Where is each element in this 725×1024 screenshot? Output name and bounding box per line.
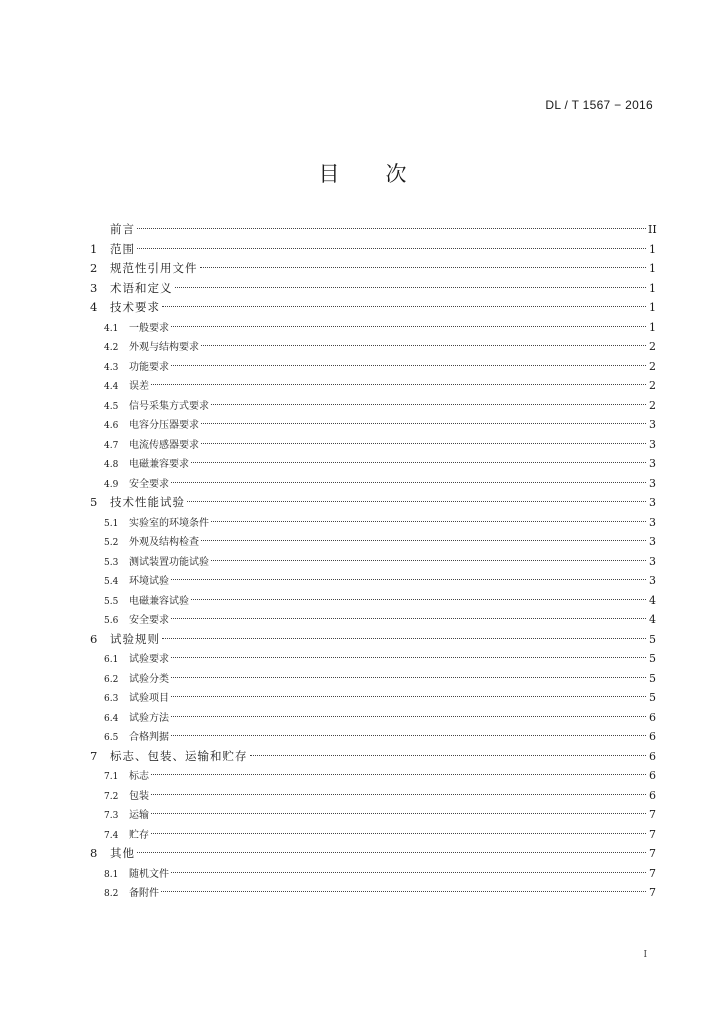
toc-entry-page: 1 [649,262,656,275]
toc-entry-label: 一般要求 [129,322,169,334]
toc-dot-leader [151,794,646,795]
toc-entry-page: 2 [649,379,656,392]
toc-dot-leader [171,677,646,678]
toc-entry-number: 3 [90,280,98,295]
toc-entry-label: 合格判据 [129,732,169,743]
toc-entry-page: 3 [649,574,656,587]
toc-entry[interactable] [90,805,656,825]
toc-entry-number: 2 [90,261,98,275]
toc-entry-label: 安全要求 [129,615,169,626]
toc-entry-page: 3 [649,515,656,529]
toc-dot-leader [191,462,646,463]
toc-entry[interactable] [90,727,656,747]
toc-entry[interactable] [90,220,656,240]
toc-entry-number: 1 [90,241,98,256]
toc-entry-page: 5 [649,632,656,646]
toc-entry-label: 备附件 [129,888,159,899]
toc-entry-number: 7.1 [104,772,119,782]
toc-entry[interactable] [90,649,656,669]
toc-entry[interactable] [90,630,656,650]
toc-entry-page: 4 [649,593,656,607]
toc-entry[interactable] [90,240,656,260]
toc-dot-leader [187,501,646,502]
toc-entry-number: 4.1 [104,323,119,334]
toc-entry-number: 4 [90,300,98,314]
toc-entry-label: 电磁兼容要求 [129,459,189,470]
toc-entry-page: 5 [649,652,656,665]
toc-entry[interactable] [90,766,656,786]
toc-entry-page: 4 [649,613,656,626]
toc-entry[interactable] [90,259,656,279]
title-part-2: 次 [385,162,407,186]
toc-dot-leader [211,404,646,405]
toc-entry-label: 术语和定义 [110,280,173,295]
toc-entry-number: 8.1 [104,869,119,880]
toc-dot-leader [171,657,646,658]
toc-entry-label: 标志、包装、运输和贮存 [110,748,248,763]
toc-entry-label: 环境试验 [129,576,169,587]
toc-entry-label: 实验室的环境条件 [129,517,209,529]
toc-entry-page: 7 [649,886,656,899]
toc-entry-label: 包装 [129,790,149,802]
toc-entry-label: 外观及结构检查 [129,537,199,548]
toc-entry-number: 5.1 [104,518,119,529]
toc-entry[interactable] [90,864,656,884]
toc-entry[interactable] [90,825,656,845]
toc-entry[interactable] [90,415,656,435]
toc-entry-label: 电磁兼容试验 [129,595,189,607]
toc-entry[interactable] [90,474,656,494]
toc-entry[interactable] [90,552,656,572]
toc-entry-number: 4.3 [104,362,119,373]
toc-entry-label: 安全要求 [129,478,169,490]
toc-entry-label: 试验项目 [129,693,169,704]
toc-dot-leader [171,696,646,697]
toc-entry-label: 技术性能试验 [110,495,185,509]
toc-entry-number: 8 [90,846,98,860]
toc-dot-leader [171,716,646,717]
toc-entry[interactable] [90,357,656,377]
toc-entry[interactable] [90,610,656,630]
toc-entry-label: 范围 [110,241,135,256]
toc-entry-page: 3 [649,476,656,490]
toc-dot-leader [191,599,646,600]
toc-entry-number: 5.2 [104,538,119,548]
toc-entry-number: 5.6 [104,616,119,626]
toc-entry-label: 试验规则 [110,631,160,646]
toc-entry-label: 其他 [110,846,135,860]
toc-entry[interactable] [90,688,656,708]
toc-entry[interactable] [90,532,656,552]
toc-dot-leader [151,833,646,834]
toc-dot-leader [171,735,646,736]
toc-dot-leader [162,306,646,307]
toc-entry-page: 7 [649,808,656,821]
page-number: I [643,950,647,960]
toc-entry-label: 随机文件 [129,868,169,880]
toc-entry[interactable] [90,844,656,864]
toc-entry-label: 试验要求 [129,654,169,665]
toc-entry[interactable] [90,591,656,611]
toc-entry-page: 6 [649,788,656,802]
toc-entry-label: 误差 [129,381,149,392]
toc-entry-page: 7 [649,847,656,860]
toc-entry-page: 1 [649,301,656,314]
toc-dot-leader [137,248,646,249]
toc-dot-leader [171,618,646,619]
toc-entry-page: 3 [649,457,656,470]
toc-entry[interactable] [90,571,656,591]
page-title [0,158,725,188]
toc-entry[interactable] [90,708,656,728]
toc-entry[interactable] [90,376,656,396]
toc-entry-label: 贮存 [129,829,149,841]
toc-entry-label: 试验方法 [129,712,169,724]
toc-entry[interactable] [90,279,656,299]
toc-entry-page: 1 [649,281,656,295]
toc-entry-page: II [648,223,657,236]
toc-dot-leader [250,755,647,756]
toc-entry[interactable] [90,337,656,357]
toc-entry-label: 标志 [129,771,149,782]
toc-entry-page: 3 [649,554,656,568]
toc-entry-page: 6 [649,730,656,743]
toc-dot-leader [201,443,646,444]
toc-entry-number: 6.2 [104,674,119,685]
toc-dot-leader [171,365,646,366]
toc-entry-page: 3 [649,418,656,431]
toc-entry-page: 2 [649,359,656,373]
toc-dot-leader [211,521,646,522]
toc-dot-leader [200,267,647,268]
toc-entry-number: 7 [90,748,98,763]
toc-dot-leader [161,891,646,892]
toc-entry-number: 5 [90,495,98,509]
toc-entry-page: 7 [649,827,656,841]
toc-entry-number: 8.2 [104,889,119,899]
toc-entry-number: 5.3 [104,557,119,568]
toc-dot-leader [201,345,646,346]
toc-entry-number: 6.4 [104,713,119,724]
toc-dot-leader [175,287,647,288]
toc-entry-page: 3 [649,535,656,548]
toc-entry-page: 1 [649,320,656,334]
toc-entry-number: 6.3 [104,694,119,704]
toc-entry-number: 4.5 [104,401,119,412]
toc-entry[interactable] [90,513,656,533]
toc-entry-page: 2 [649,340,656,353]
toc-dot-leader [151,774,646,775]
toc-entry-number: 6 [90,631,98,646]
toc-entry-label: 信号采集方式要求 [129,400,209,412]
toc-dot-leader [162,638,646,639]
toc-dot-leader [211,560,646,561]
toc-entry-label: 功能要求 [129,361,169,373]
toc-dot-leader [151,813,646,814]
toc-entry[interactable] [90,786,656,806]
toc-entry-page: 5 [649,671,656,685]
toc-entry-page: 3 [649,437,656,451]
toc-entry-label: 技术要求 [110,300,160,314]
toc-entry-number: 7.4 [104,830,119,841]
toc-entry-page: 6 [649,769,656,782]
toc-dot-leader [137,852,646,853]
toc-entry-number: 4.6 [104,421,119,431]
toc-entry-page: 3 [649,496,656,509]
toc-entry-label: 电容分压器要求 [129,420,199,431]
toc-entry-number: 5.5 [104,596,119,607]
toc-entry-label: 电流传感器要求 [129,439,199,451]
toc-entry-number: 7.3 [104,811,119,821]
toc-entry-label: 前言 [110,222,135,236]
toc-entry-page: 2 [649,398,656,412]
toc-entry-page: 5 [649,691,656,704]
toc-entry-number: 4.8 [104,460,119,470]
toc-entry-number: 6.5 [104,733,119,743]
document-code: DL / T 1567 − 2016 [545,98,653,112]
toc-dot-leader [171,326,646,327]
toc-entry[interactable] [90,318,656,338]
toc-dot-leader [201,540,646,541]
toc-entry-page: 6 [649,749,656,763]
toc-entry-number: 6.1 [104,655,119,665]
toc-entry[interactable] [90,435,656,455]
toc-entry-page: 6 [649,710,656,724]
toc-entry-number: 5.4 [104,577,119,587]
toc-entry-number: 4.2 [104,343,119,353]
toc-entry[interactable] [90,669,656,689]
toc-entry-label: 运输 [129,810,149,821]
toc-dot-leader [171,579,646,580]
toc-entry-page: 1 [649,242,656,256]
toc-dot-leader [201,423,646,424]
toc-dot-leader [151,384,646,385]
toc-entry-label: 规范性引用文件 [110,261,198,275]
toc-entry-number: 7.2 [104,791,119,802]
toc-dot-leader [171,872,646,873]
toc-entry[interactable] [90,883,656,903]
toc-entry[interactable] [90,298,656,318]
toc-entry-number: 4.4 [104,382,119,392]
toc-entry-page: 7 [649,866,656,880]
toc-entry-number: 4.7 [104,440,119,451]
toc-entry[interactable] [90,493,656,513]
toc-entry[interactable] [90,454,656,474]
toc-entry-label: 试验分类 [129,673,169,685]
toc-dot-leader [171,482,646,483]
toc-entry[interactable] [90,747,656,767]
toc-entry-number: 4.9 [104,479,119,490]
toc-entry-label: 外观与结构要求 [129,342,199,353]
table-of-contents [90,220,656,903]
toc-entry-label: 测试装置功能试验 [129,556,209,568]
title-part-1: 目 [318,162,340,186]
toc-dot-leader [137,228,646,229]
toc-entry[interactable] [90,396,656,416]
